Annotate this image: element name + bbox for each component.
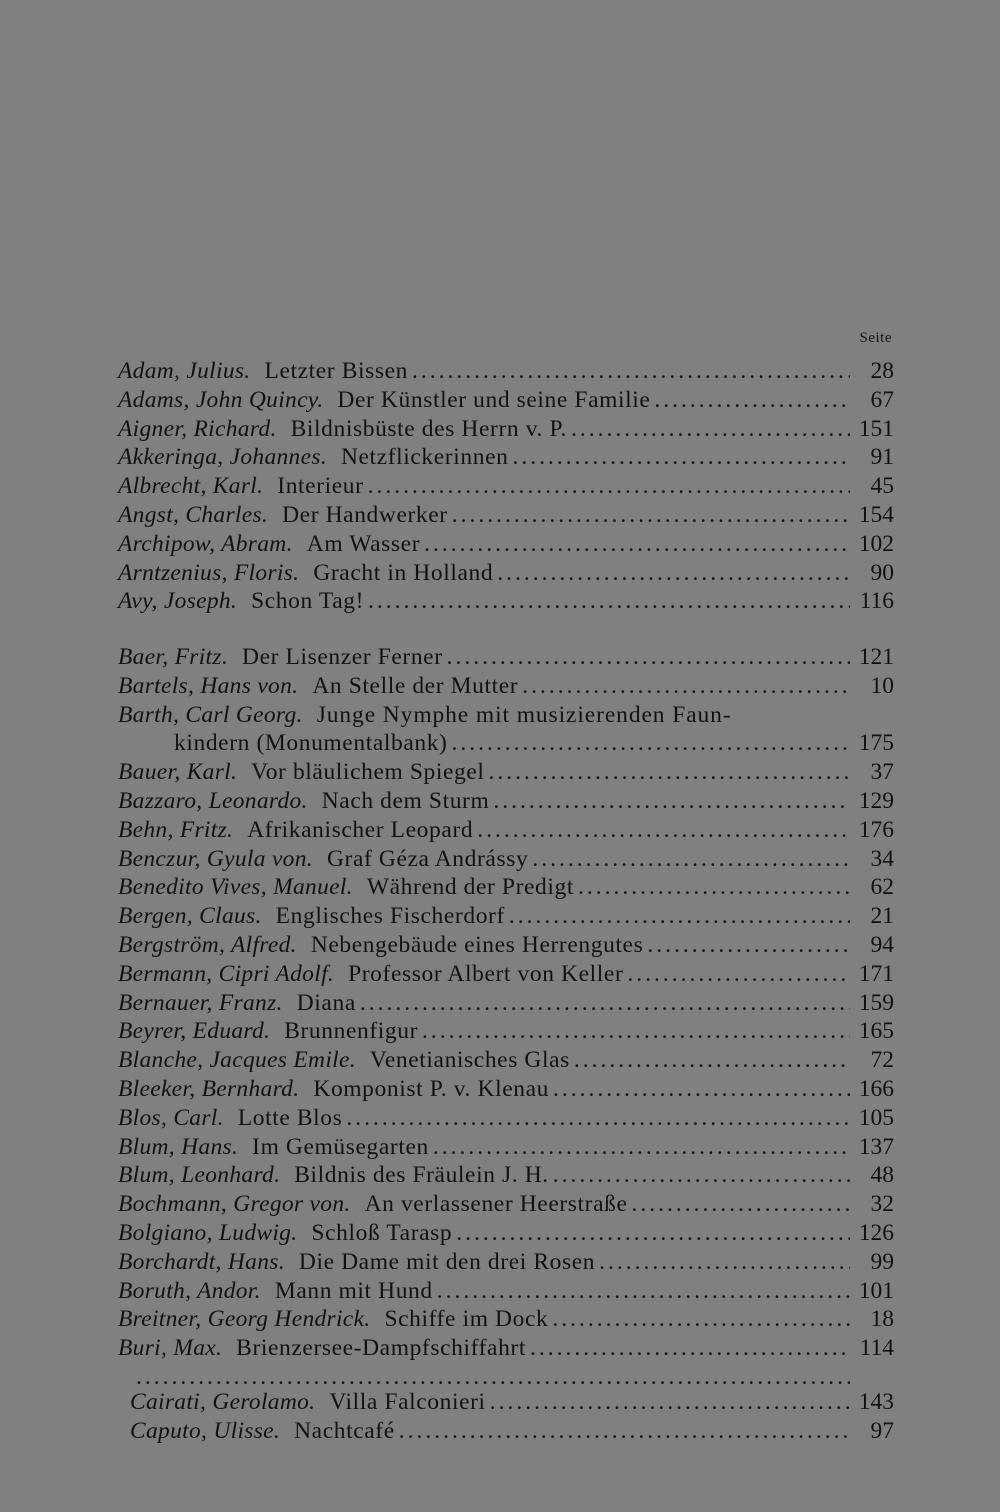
page-number: 10 [870, 672, 894, 699]
leader-dots [477, 816, 850, 845]
artist-name: Aigner, Richard. [118, 415, 277, 442]
page-number: 67 [870, 386, 894, 413]
index-entry [118, 357, 894, 386]
artist-name: Bochmann, Gregor von. [118, 1191, 351, 1218]
work-title: Schon Tag! [251, 588, 365, 615]
leader-dots [512, 443, 850, 472]
work-title: Junge Nymphe mit musizierenden Faun- [316, 701, 732, 728]
leader-dots [368, 587, 850, 616]
page-number: 28 [870, 358, 894, 384]
index-entry [118, 816, 894, 845]
index-entry [118, 1133, 894, 1162]
index-entry [118, 415, 894, 444]
page-number: 91 [870, 444, 894, 471]
artist-name: Barth, Carl Georg. [118, 701, 303, 728]
leader-dots [654, 386, 850, 415]
index-entry [118, 1277, 894, 1306]
work-title: Netzflickerinnen [340, 444, 509, 471]
index-entry [118, 1017, 894, 1046]
page-number: 90 [870, 559, 894, 586]
page-number: 171 [858, 960, 894, 987]
work-title: Villa Falconieri [329, 1389, 486, 1415]
leader-dots [493, 787, 850, 816]
index-entry [118, 501, 894, 530]
work-title: Bildnis des Fräulein J. H. [294, 1162, 549, 1189]
page-number: 143 [858, 1389, 894, 1415]
index-entry [118, 1104, 894, 1133]
page-column-header: Seite [859, 330, 892, 346]
leader-dots [553, 1161, 850, 1190]
page-number: 151 [858, 415, 894, 442]
work-title: Letzter Bissen [264, 358, 408, 384]
page-number: 154 [858, 501, 894, 528]
leader-dots [346, 1104, 850, 1133]
artist-name: Bergström, Alfred. [118, 931, 297, 958]
page-number: 45 [870, 473, 894, 500]
index-entry [118, 472, 894, 501]
leader-dots [490, 1388, 850, 1417]
artist-name: Benedito Vives, Manuel. [118, 874, 353, 901]
leader-dots [360, 989, 850, 1018]
leader-dots [509, 902, 850, 931]
leader-dots [532, 845, 850, 874]
artist-name: Borchardt, Hans. [118, 1248, 285, 1275]
page-number: 48 [870, 1162, 894, 1189]
artist-name: Archipow, Abram. [118, 530, 293, 557]
leader-dots [433, 1133, 850, 1162]
index-entry [118, 989, 894, 1018]
page-number: 99 [870, 1248, 894, 1275]
index-entry [118, 643, 894, 672]
artist-name: Adam, Julius. [118, 358, 251, 384]
index-entry [118, 931, 894, 960]
index-entry-continuation [118, 729, 894, 758]
work-title: An verlassener Heerstraße [364, 1191, 628, 1218]
leader-dots [571, 415, 850, 444]
work-title: Der Künstler und seine Familie [337, 386, 651, 413]
work-title: Komponist P. v. Klenau [313, 1075, 549, 1102]
artist-name: Adams, John Quincy. [118, 386, 324, 413]
leader-dots [632, 1190, 851, 1219]
page-number: 137 [858, 1133, 894, 1160]
page-number: 116 [859, 588, 894, 615]
artist-name: Boruth, Andor. [118, 1277, 261, 1304]
leader-dots [399, 1417, 850, 1446]
work-title: Brunnenfigur [284, 1018, 419, 1045]
work-title: Schiffe im Dock [384, 1306, 549, 1333]
index-entry [118, 587, 894, 616]
leader-dots [437, 1277, 850, 1306]
artist-name: Blos, Carl. [118, 1104, 224, 1131]
page-number: 102 [858, 530, 894, 557]
leader-dots [412, 357, 850, 386]
leader-dots [452, 501, 850, 530]
work-title: Nachtcafé [294, 1417, 395, 1444]
index-entry [118, 386, 894, 415]
leader-dots [522, 672, 850, 701]
artist-name: Bernauer, Franz. [118, 989, 283, 1016]
leader-dots [574, 1046, 850, 1075]
work-title: Bildnisbüste des Herrn v. P. [290, 415, 568, 442]
artist-name: Buri, Max. [118, 1335, 223, 1362]
work-title: Interieur [277, 473, 364, 500]
artist-name: Akkeringa, Johannes. [118, 444, 327, 471]
artist-name: Caputo, Ulisse. [130, 1417, 281, 1444]
artist-name: Cairati, Gerolamo. [130, 1389, 316, 1415]
page-number: 32 [870, 1191, 894, 1218]
page-number: 105 [858, 1104, 894, 1131]
index-entry [118, 902, 894, 931]
index-entry [130, 1417, 894, 1446]
work-title: Nach dem Sturm [321, 787, 490, 814]
page-number: 18 [870, 1306, 894, 1333]
index-entry [118, 1190, 894, 1219]
index-entry [118, 701, 894, 730]
work-title: Lotte Blos [237, 1104, 343, 1131]
page-number: 94 [870, 931, 894, 958]
index-entry [118, 845, 894, 874]
artist-name: Benczur, Gyula von. [118, 845, 313, 872]
work-title: Der Handwerker [282, 501, 448, 528]
leader-dots [599, 1248, 850, 1277]
artist-name: Breitner, Georg Hendrick. [118, 1306, 371, 1333]
page-number: 121 [858, 644, 894, 670]
work-title: Schloß Tarasp [311, 1219, 453, 1246]
leader-dots [456, 1219, 850, 1248]
page-number: 62 [870, 874, 894, 901]
work-title: Während der Predigt [366, 874, 575, 901]
work-title: Venetianisches Glas [369, 1047, 570, 1074]
leader-dots [497, 559, 850, 588]
index-entry [118, 559, 894, 588]
leader-dots [489, 758, 850, 787]
work-title: Graf Géza Andrássy [326, 845, 529, 872]
page-number: 176 [858, 816, 894, 843]
artist-name: Blum, Hans. [118, 1133, 239, 1160]
work-title: Am Wasser [306, 530, 421, 557]
index-entry [118, 443, 894, 472]
index-entry [118, 1075, 894, 1104]
artist-name: Blum, Leonhard. [118, 1162, 281, 1189]
work-title: Englisches Fischerdorf [275, 903, 505, 930]
work-title: Diana [296, 989, 356, 1016]
artist-name: Bauer, Karl. [118, 759, 238, 786]
leader-dots [553, 1075, 850, 1104]
index-entry [118, 873, 894, 902]
index-entry [118, 1248, 894, 1277]
leader-dots [424, 530, 850, 559]
index-entry [118, 1305, 894, 1334]
page-number: 37 [870, 759, 894, 786]
work-title: Mann mit Hund [274, 1277, 433, 1304]
work-title: Brienzersee-Dampfschiffahrt [236, 1335, 526, 1362]
index-entry [118, 1219, 894, 1248]
index-entry [118, 960, 894, 989]
page-number: 159 [858, 989, 894, 1016]
artist-name: Albrecht, Karl. [118, 473, 264, 500]
leader-dots [447, 643, 850, 672]
page-number: 129 [858, 787, 894, 814]
work-title-continuation: kindern (Monumentalbank) [174, 730, 448, 757]
page-number: 165 [858, 1018, 894, 1045]
artist-name: Bermann, Cipri Adolf. [118, 960, 335, 987]
artist-name: Baer, Fritz. [118, 644, 229, 670]
page-number: 166 [858, 1075, 894, 1102]
index-entry [118, 787, 894, 816]
work-title: Nebengebäude eines Herrengutes [310, 931, 644, 958]
work-title: Gracht in Holland [313, 559, 494, 586]
page-number: 126 [858, 1219, 894, 1246]
page-number: 114 [859, 1335, 894, 1362]
leader-dots [627, 960, 850, 989]
index-entry [118, 1161, 894, 1190]
index-entry [118, 672, 894, 701]
page-number: 175 [858, 730, 894, 757]
leader-dots [530, 1334, 850, 1363]
work-title: Die Dame mit den drei Rosen [298, 1248, 596, 1275]
index-group-a [118, 357, 894, 616]
artist-name: Bazzaro, Leonardo. [118, 787, 308, 814]
page-number: 21 [870, 903, 894, 930]
work-title: An Stelle der Mutter [312, 672, 519, 699]
leader-dots [552, 1305, 850, 1334]
page-number: 72 [870, 1047, 894, 1074]
artist-name: Arntzenius, Floris. [118, 559, 300, 586]
artist-name: Bartels, Hans von. [118, 672, 299, 699]
artist-name: Avy, Joseph. [118, 588, 238, 615]
leader-dots [647, 931, 850, 960]
artist-name: Angst, Charles. [118, 501, 269, 528]
artist-name: Bleeker, Bernhard. [118, 1075, 300, 1102]
artist-name: Blanche, Jacques Emile. [118, 1047, 356, 1074]
page-number: 97 [870, 1417, 894, 1444]
artist-name: Bergen, Claus. [118, 903, 262, 930]
leader-dots [368, 472, 850, 501]
leader-dots [452, 729, 851, 758]
leader-dots [578, 873, 850, 902]
page-number: 34 [870, 845, 894, 872]
work-title: Afrikanischer Leopard [247, 816, 474, 843]
index-group-c [130, 1388, 894, 1446]
work-title: Professor Albert von Keller [348, 960, 624, 987]
work-title: Der Lisenzer Ferner [242, 644, 443, 670]
artist-name: Behn, Fritz. [118, 816, 234, 843]
index-entry [130, 1388, 894, 1417]
page-number: 101 [858, 1277, 894, 1304]
leader-dots [422, 1017, 850, 1046]
index-group-b [118, 643, 894, 1392]
index-entry [118, 1046, 894, 1075]
work-title: Im Gemüsegarten [252, 1133, 429, 1160]
work-title: Vor bläulichem Spiegel [251, 759, 485, 786]
index-entry [118, 758, 894, 787]
index-entry [118, 530, 894, 559]
artist-name: Beyrer, Eduard. [118, 1018, 271, 1045]
artist-name: Bolgiano, Ludwig. [118, 1219, 298, 1246]
index-entry [118, 1334, 894, 1363]
